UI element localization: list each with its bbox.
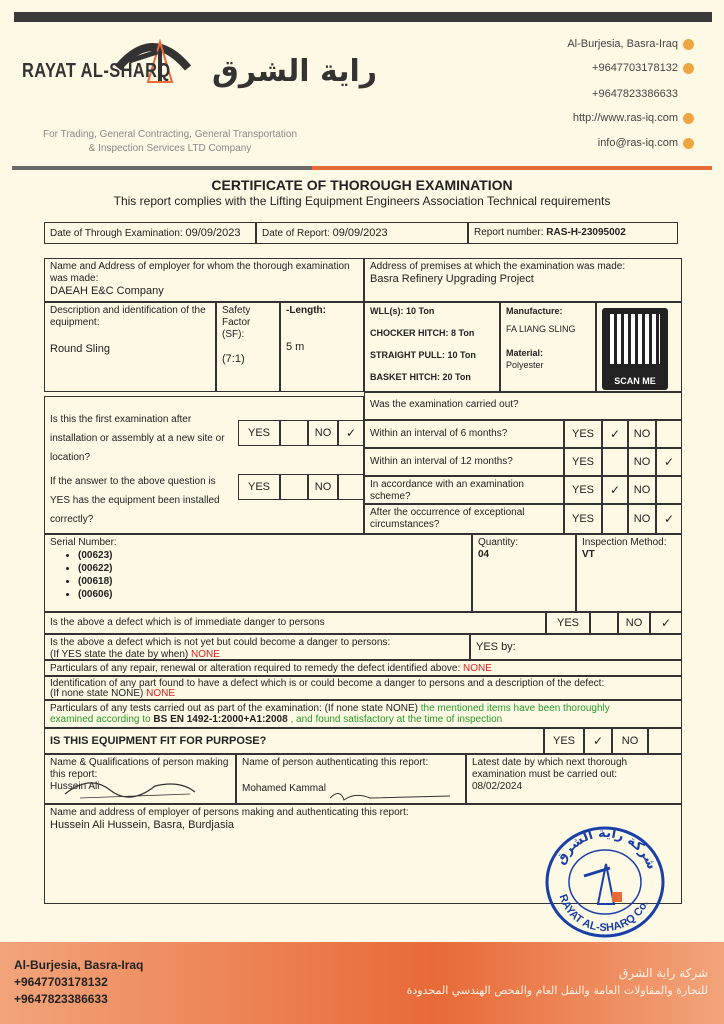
repair-cell — [44, 660, 682, 676]
six-months-no: NO — [628, 420, 656, 448]
signature-hussein — [60, 772, 200, 802]
defect-part-cell — [44, 676, 682, 700]
tests-standard: BS EN 1492-1:2000+A1:2008 — [153, 714, 288, 725]
length-label: -Length: — [286, 305, 326, 316]
twelve-months-question: Within an interval of 12 months? — [364, 448, 564, 476]
location-icon — [683, 39, 694, 50]
person-making-label: Name & Qualifications of person making this report: — [50, 757, 229, 780]
repair-question: Particulars of any repair, renewal or alteration required to remedy the defect identified above: — [50, 663, 461, 674]
scheme-no: NO — [628, 476, 656, 504]
employer-label: Name and Address of employer for whom the thorough examination was made: — [50, 261, 350, 284]
exceptional-yes: YES — [564, 504, 602, 534]
safety-factor-value: (7:1) — [222, 353, 245, 365]
premises-label: Address of premises at which the examination was made: — [370, 261, 626, 272]
report-date-value: 09/09/2023 — [332, 227, 388, 239]
serial-item: • (00622) — [78, 562, 466, 575]
material-label: Material: — [506, 348, 544, 358]
basket-hitch-value: BASKET HITCH: 20 Ton — [370, 372, 471, 382]
employer-cell — [44, 258, 364, 302]
scheme-question: In accordance with an examination scheme? — [364, 476, 564, 504]
scheme-no-box — [656, 476, 682, 504]
length-cell — [280, 302, 364, 392]
wll-value: WLL(s): 10 Ton — [370, 306, 435, 316]
material-value: Polyester — [506, 360, 544, 370]
qr-code[interactable] — [602, 308, 668, 390]
wll-cell — [364, 302, 500, 392]
person-making-value: Hussein Ali — [50, 781, 100, 792]
serial-cell — [44, 534, 472, 612]
header-phone-1 — [592, 62, 694, 74]
quantity-label: Quantity: — [478, 537, 519, 548]
defect-part-none: NONE — [146, 688, 176, 699]
first-exam-no: NO — [308, 420, 338, 446]
exceptional-question: After the occurrence of exceptional circumstances? — [364, 504, 564, 534]
email-text[interactable]: info@ras-iq.com — [597, 137, 678, 149]
tagline-line-1: For Trading, General Contracting, General Transportation — [42, 129, 298, 140]
company-stamp — [540, 820, 670, 940]
report-date-label: Date of Report: — [262, 228, 330, 239]
header-address — [567, 38, 694, 50]
employer-persons-label: Name and address of employer of persons making and authenticating this report: — [50, 807, 409, 818]
twelve-months-no: NO — [628, 448, 656, 476]
tagline-line-2: & Inspection Services LTD Company — [88, 143, 252, 154]
person-authenticating-value: Mohamed Kammal — [242, 783, 326, 794]
scan-me-label: SCAN ME — [614, 376, 656, 386]
immediate-danger-no: NO — [618, 612, 650, 634]
logo-arabic: راية الشرق — [212, 54, 378, 89]
next-exam-label: Latest date by which next thorough examination must be carried out: — [472, 757, 628, 780]
tests-result-2: examined according to — [50, 714, 151, 725]
serial-list — [50, 549, 466, 601]
report-date-cell — [256, 222, 468, 244]
installed-no-box — [338, 474, 364, 500]
stamp-english-text: RAYAT AL-SHARQ Co. — [556, 892, 651, 935]
first-exam-question: Is this the first examination after installation or assembly at a new site or location? — [50, 414, 225, 463]
repair-none: NONE — [463, 663, 492, 674]
exam-date-cell — [44, 222, 256, 244]
tests-question: Particulars of any tests carried out as part of the examination: (If none state NONE) — [50, 703, 418, 714]
globe-icon — [683, 113, 694, 124]
qr-pattern — [610, 314, 660, 364]
straight-pull-value: STRAIGHT PULL: 10 Ton — [370, 350, 476, 360]
person-authenticating-label: Name of person authenticating this report: — [242, 757, 429, 768]
installed-yes: YES — [238, 474, 280, 500]
future-danger-hint: (If YES state the date by when) — [50, 649, 189, 660]
phone-1-text: +9647703178132 — [592, 62, 678, 74]
six-months-yes: YES — [564, 420, 602, 448]
scheme-yes-tick: ✓ — [602, 476, 628, 504]
fit-yes-tick: ✓ — [584, 728, 612, 754]
safety-factor-cell — [216, 302, 280, 392]
report-number-value: RAS-H-23095002 — [546, 227, 626, 238]
fit-no: NO — [612, 728, 648, 754]
certificate-subtitle: This report complies with the Lifting Equipment Engineers Association Technical requirements — [113, 194, 611, 208]
signature-kammal — [300, 786, 460, 806]
header-website — [573, 112, 694, 124]
immediate-danger-question: Is the above a defect which is of immediate danger to persons — [44, 612, 546, 634]
yes-by-cell: YES by: — [470, 634, 682, 660]
fit-no-box — [648, 728, 682, 754]
twelve-months-yes-box — [602, 448, 628, 476]
twelve-months-no-tick: ✓ — [656, 448, 682, 476]
manufacture-label: Manufacture: — [506, 306, 563, 316]
serial-label: Serial Number: — [50, 537, 117, 548]
carried-out-question: Was the examination carried out? — [364, 392, 682, 420]
method-label: Inspection Method: — [582, 537, 667, 548]
header-email — [598, 137, 694, 149]
stamp-arabic-text: شركة راية الشرق — [553, 825, 660, 872]
scheme-yes: YES — [564, 476, 602, 504]
next-exam-cell — [466, 754, 682, 804]
future-danger-question: Is the above a defect which is not yet but could become a danger to persons: — [50, 637, 391, 648]
first-exam-no-tick: ✓ — [338, 420, 364, 446]
footer-arabic-line-1: شركة راية الشرق — [619, 966, 708, 980]
tests-cell — [44, 700, 682, 728]
employer-persons-value: Hussein Ali Hussein, Basra, Burdjasia — [50, 819, 235, 831]
next-exam-date: 08/02/2024 — [472, 781, 523, 792]
footer-phone-1: +9647703178132 — [14, 975, 108, 989]
employer-value: DAEAH E&C Company — [50, 285, 164, 297]
address-text: Al-Burjesia, Basra-Iraq — [567, 38, 678, 50]
footer-arabic — [407, 964, 708, 1000]
manufacture-value: FA LIANG SLING — [506, 324, 576, 334]
description-label: Description and identification of the equipment: — [50, 305, 206, 328]
safety-factor-label: Safety Factor (SF): — [222, 305, 251, 340]
phone-icon — [683, 63, 694, 74]
header-separator-dark — [12, 166, 312, 170]
immediate-danger-yes-box — [590, 612, 618, 634]
header-phone-2: +9647823386633 — [592, 88, 678, 100]
installed-no: NO — [308, 474, 338, 500]
quantity-cell — [472, 534, 576, 612]
future-danger-none: NONE — [191, 649, 220, 660]
tests-result-1: the mentioned items have been thoroughly — [417, 703, 610, 714]
email-icon — [683, 138, 694, 149]
fit-yes: YES — [544, 728, 584, 754]
six-months-question: Within an interval of 6 months? — [364, 420, 564, 448]
logo-english: RAYAT AL-SHARQ — [22, 60, 171, 82]
fit-for-purpose-question: IS THIS EQUIPMENT FIT FOR PURPOSE? — [44, 728, 544, 754]
method-value: VT — [582, 549, 595, 560]
exceptional-no-tick: ✓ — [656, 504, 682, 534]
serial-item: • (00606) — [78, 588, 466, 601]
footer-arabic-line-2: للتجارة والمقاولات العامة والنقل العام والفحص الهندسي المحدودة — [406, 984, 708, 997]
choker-hitch-value: CHOCKER HITCH: 8 Ton — [370, 328, 475, 338]
immediate-danger-no-tick: ✓ — [650, 612, 682, 634]
six-months-no-box — [656, 420, 682, 448]
footer-contact — [14, 957, 143, 1008]
first-exam-yes: YES — [238, 420, 280, 446]
company-tagline — [20, 128, 320, 156]
defect-part-question: Identification of any part found to have a defect which is or could become a danger to persons and a description of the defect: — [50, 678, 605, 689]
defect-part-hint: (If none state NONE) — [50, 688, 144, 699]
website-text[interactable]: http://www.ras-iq.com — [572, 112, 678, 124]
first-exam-yes-box — [280, 420, 308, 446]
footer-address: Al-Burjesia, Basra-Iraq — [14, 958, 144, 972]
certificate-title: CERTIFICATE OF THOROUGH EXAMINATION — [211, 177, 513, 193]
description-value: Round Sling — [50, 343, 110, 355]
tests-result-3: , and found satisfactory at the time of inspection — [290, 714, 503, 725]
length-value: 5 m — [286, 341, 305, 353]
manufacture-cell — [500, 302, 596, 392]
installed-yes-box — [280, 474, 308, 500]
report-number-label: Report number: — [474, 227, 544, 238]
description-cell — [44, 302, 216, 392]
exceptional-no: NO — [628, 504, 656, 534]
report-number-cell — [468, 222, 678, 244]
quantity-value: 04 — [478, 549, 490, 560]
top-bar — [14, 12, 712, 22]
exceptional-yes-box — [602, 504, 628, 534]
six-months-yes-tick: ✓ — [602, 420, 628, 448]
premises-cell — [364, 258, 682, 302]
installed-question: If the answer to the above question is YES has the equipment been installed correctly? — [50, 476, 220, 525]
stamp-derrick-icon — [584, 864, 622, 904]
method-cell — [576, 534, 682, 612]
premises-value: Basra Refinery Upgrading Project — [370, 273, 534, 285]
twelve-months-yes: YES — [564, 448, 602, 476]
immediate-danger-yes: YES — [546, 612, 590, 634]
serial-item: • (00618) — [78, 575, 466, 588]
serial-item: • (00623) — [78, 549, 466, 562]
future-danger-cell — [44, 634, 470, 660]
exam-date-value: 09/09/2023 — [185, 227, 241, 239]
exam-date-label: Date of Through Examination: — [50, 228, 183, 239]
footer-phone-2: +9647823386633 — [14, 992, 108, 1006]
